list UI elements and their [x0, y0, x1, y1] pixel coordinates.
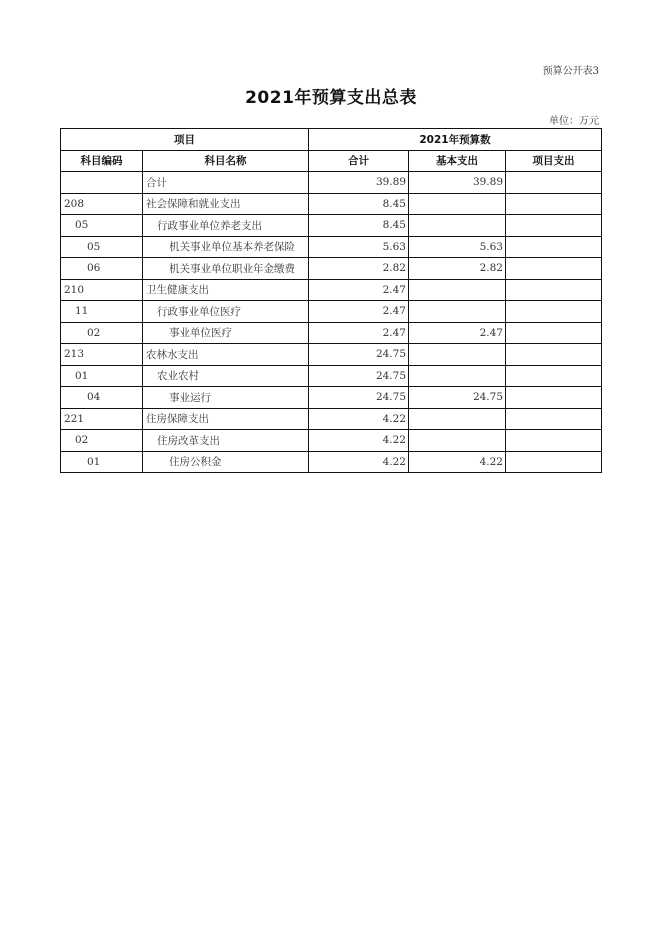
- cell-name: 农业农村: [143, 365, 309, 387]
- table-row: [61, 344, 602, 366]
- table-row: [61, 279, 602, 301]
- cell-name: 机关事业单位基本养老保险: [143, 236, 309, 258]
- cell-code: 11: [61, 301, 143, 323]
- cell-project: [506, 301, 602, 323]
- cell-total: 2.47: [309, 279, 409, 301]
- cell-name: 住房改革支出: [143, 430, 309, 452]
- cell-project: [506, 279, 602, 301]
- cell-name: 农林水支出: [143, 344, 309, 366]
- table-row: [61, 451, 602, 473]
- cell-code: 05: [61, 215, 143, 237]
- cell-total: 4.22: [309, 451, 409, 473]
- table-row: [61, 172, 602, 194]
- cell-basic: 5.63: [409, 236, 506, 258]
- page-title: 2021年预算支出总表: [245, 88, 417, 108]
- cell-code: 208: [61, 193, 143, 215]
- cell-project: [506, 430, 602, 452]
- cell-basic: [409, 365, 506, 387]
- group-header-budget: 2021年预算数: [309, 129, 602, 151]
- cell-total: 39.89: [309, 172, 409, 194]
- cell-code: 213: [61, 344, 143, 366]
- table-row: [61, 365, 602, 387]
- cell-code: 01: [61, 365, 143, 387]
- cell-total: 2.82: [309, 258, 409, 280]
- cell-project: [506, 193, 602, 215]
- cell-name: 合计: [143, 172, 309, 194]
- cell-total: 4.22: [309, 430, 409, 452]
- table-row: [61, 387, 602, 409]
- cell-basic: 24.75: [409, 387, 506, 409]
- cell-basic: [409, 279, 506, 301]
- cell-project: [506, 236, 602, 258]
- cell-project: [506, 365, 602, 387]
- cell-basic: [409, 215, 506, 237]
- cell-code: 05: [61, 236, 143, 258]
- column-header-project: 项目支出: [506, 150, 602, 172]
- cell-code: 02: [61, 322, 143, 344]
- table-row: [61, 430, 602, 452]
- cell-name: 行政事业单位养老支出: [143, 215, 309, 237]
- cell-project: [506, 258, 602, 280]
- table-row: [61, 301, 602, 323]
- table-row: [61, 193, 602, 215]
- table-row: [61, 408, 602, 430]
- cell-name: 社会保障和就业支出: [143, 193, 309, 215]
- cell-name: 事业单位医疗: [143, 322, 309, 344]
- cell-total: 4.22: [309, 408, 409, 430]
- cell-project: [506, 215, 602, 237]
- column-header-basic: 基本支出: [409, 150, 506, 172]
- cell-project: [506, 387, 602, 409]
- cell-total: 24.75: [309, 365, 409, 387]
- cell-name: 事业运行: [143, 387, 309, 409]
- cell-project: [506, 344, 602, 366]
- cell-basic: 39.89: [409, 172, 506, 194]
- cell-basic: [409, 301, 506, 323]
- cell-basic: 2.47: [409, 322, 506, 344]
- cell-name: 行政事业单位医疗: [143, 301, 309, 323]
- cell-total: 24.75: [309, 344, 409, 366]
- table-row: [61, 236, 602, 258]
- cell-project: [506, 408, 602, 430]
- cell-code: 01: [61, 451, 143, 473]
- cell-name: 机关事业单位职业年金缴费: [143, 258, 309, 280]
- cell-project: [506, 322, 602, 344]
- cell-basic: [409, 430, 506, 452]
- cell-name: 卫生健康支出: [143, 279, 309, 301]
- cell-code: [61, 172, 143, 194]
- cell-code: 221: [61, 408, 143, 430]
- cell-basic: [409, 193, 506, 215]
- cell-total: 2.47: [309, 322, 409, 344]
- cell-total: 24.75: [309, 387, 409, 409]
- cell-total: 5.63: [309, 236, 409, 258]
- cell-total: 2.47: [309, 301, 409, 323]
- table-row: [61, 258, 602, 280]
- cell-project: [506, 172, 602, 194]
- cell-name: 住房公积金: [143, 451, 309, 473]
- group-header-item: 项目: [61, 129, 309, 151]
- group-header-row: [61, 129, 602, 151]
- cell-project: [506, 451, 602, 473]
- table-row: [61, 215, 602, 237]
- cell-basic: 4.22: [409, 451, 506, 473]
- table-row: [61, 322, 602, 344]
- cell-basic: 2.82: [409, 258, 506, 280]
- column-header-row: [61, 150, 602, 172]
- cell-basic: [409, 408, 506, 430]
- cell-total: 8.45: [309, 215, 409, 237]
- cell-code: 210: [61, 279, 143, 301]
- column-header-code: 科目编码: [61, 150, 143, 172]
- cell-name: 住房保障支出: [143, 408, 309, 430]
- cell-total: 8.45: [309, 193, 409, 215]
- unit-label: 单位：万元: [549, 116, 599, 127]
- form-number: 预算公开表3: [542, 66, 599, 77]
- column-header-name: 科目名称: [143, 150, 309, 172]
- cell-basic: [409, 344, 506, 366]
- cell-code: 06: [61, 258, 143, 280]
- cell-code: 04: [61, 387, 143, 409]
- budget-expenditure-table: [60, 128, 602, 473]
- cell-code: 02: [61, 430, 143, 452]
- column-header-total: 合计: [309, 150, 409, 172]
